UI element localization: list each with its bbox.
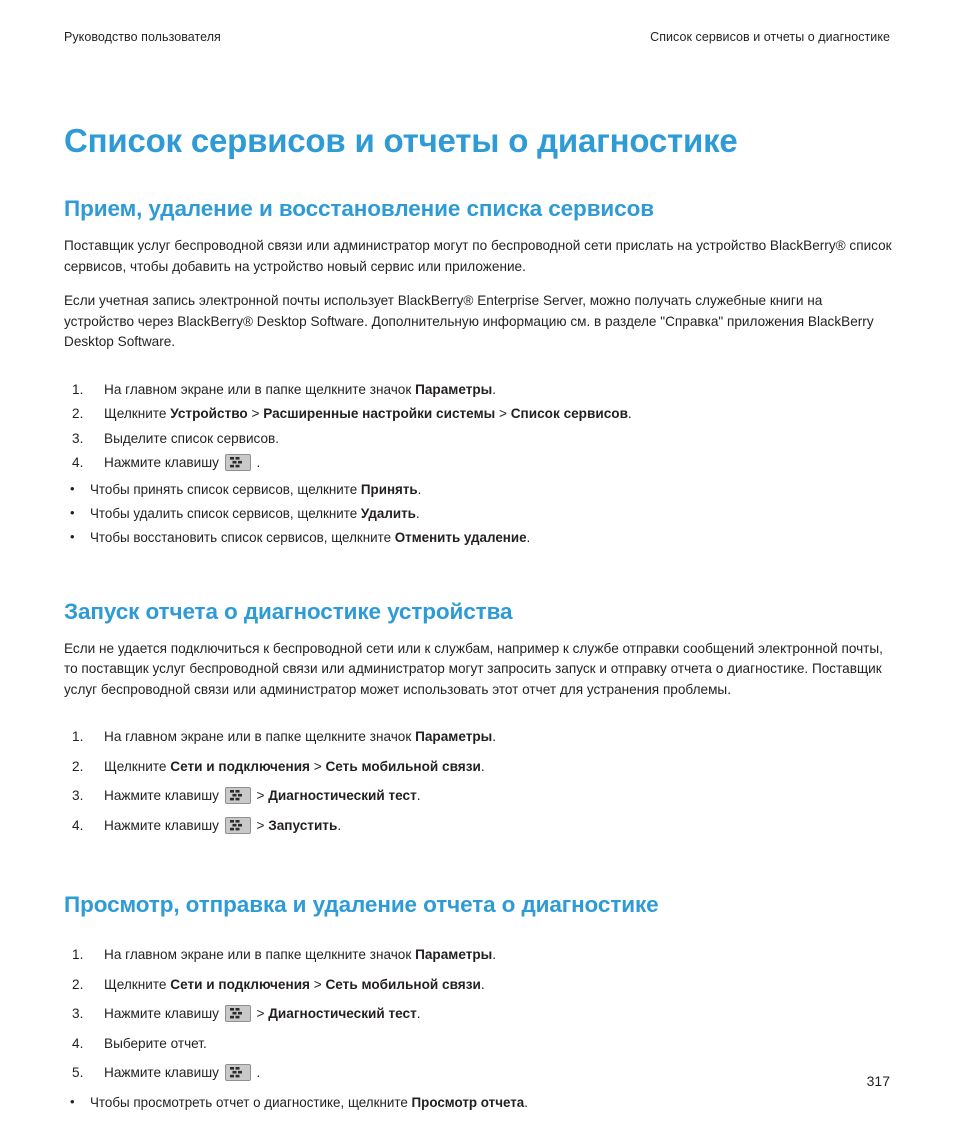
bullet-text: Чтобы восстановить список сервисов, щелкните (90, 529, 395, 545)
step-text: Нажмите клавишу (104, 817, 223, 833)
step-separator: > (309, 976, 326, 992)
bullet-text-tail: . (415, 505, 420, 521)
step-separator: > (309, 758, 326, 774)
step-text-tail: . (416, 1006, 421, 1021)
bullet-item (64, 480, 894, 500)
blackberry-menu-key-icon (225, 817, 251, 834)
bullet-emphasis: Удалить (360, 505, 416, 521)
step-item (64, 816, 894, 837)
step-text-tail: . (480, 758, 485, 774)
step-emphasis: Расширенные настройки системы (263, 406, 496, 421)
step-text-tail: . (480, 976, 485, 992)
step-text-tail: . (252, 455, 261, 470)
step-text: На главном экране или в папке щелкните значок (104, 381, 416, 397)
section-heading-1: Прием, удаление и восстановление списка сервисов (64, 196, 654, 221)
step-text: Нажмите клавишу (104, 1065, 223, 1080)
step-emphasis: Диагностический тест (268, 788, 417, 803)
step-item (64, 757, 894, 778)
step-item (64, 1004, 894, 1025)
step-text: Выделите список сервисов. (104, 430, 280, 446)
step-item (64, 975, 894, 996)
step-item (64, 380, 894, 401)
page-number: 317 (866, 1073, 890, 1089)
section-3-steps (64, 945, 894, 1084)
step-item (64, 453, 894, 474)
step-text-tail: . (337, 817, 342, 833)
step-separator: > (247, 406, 264, 421)
step-text-tail: . (492, 947, 497, 962)
step-text: На главном экране или в папке щелкните значок (104, 729, 416, 744)
step-emphasis: Сеть мобильной связи (325, 976, 481, 992)
step-text: Щелкните (104, 758, 171, 774)
step-emphasis: Диагностический тест (268, 1006, 417, 1021)
section-3-bullets (64, 1093, 894, 1113)
running-head-right: Список сервисов и отчеты о диагностике (650, 30, 890, 44)
bullet-text-tail: . (526, 529, 531, 545)
step-text-tail: . (627, 406, 632, 421)
step-item (64, 945, 894, 966)
step-emphasis: Сети и подключения (170, 976, 310, 992)
step-text-tail: . (492, 381, 497, 397)
step-text: Выберите отчет. (104, 1035, 207, 1051)
running-head-left: Руководство пользователя (64, 30, 221, 44)
page-title: Список сервисов и отчеты о диагностике (64, 122, 738, 159)
bullet-emphasis: Принять (360, 481, 418, 497)
step-item (64, 786, 894, 807)
blackberry-menu-key-icon (225, 1064, 251, 1081)
blackberry-menu-key-icon (225, 787, 251, 804)
step-text: Нажмите клавишу (104, 455, 223, 470)
step-item (64, 404, 894, 425)
bullet-text-tail: . (524, 1094, 528, 1110)
running-head (64, 30, 890, 44)
bullet-text: Чтобы принять список сервисов, щелкните (90, 481, 361, 497)
section-heading-2: Запуск отчета о диагностике устройства (64, 598, 513, 624)
section-1-paragraph-1: Поставщик услуг беспроводной связи или администратор могут по беспроводной сети прислать на устройство BlackBerry® список сервисов, чтобы добавить на устройство новый сервис или приложение. (64, 238, 892, 274)
section-heading-3: Просмотр, отправка и удаление отчета о диагностике (64, 892, 659, 917)
bullet-text: Чтобы удалить список сервисов, щелкните (90, 505, 361, 521)
step-item (64, 1034, 894, 1055)
section-2-steps (64, 727, 894, 836)
step-text: На главном экране или в папке щелкните значок (104, 947, 416, 962)
step-text: Щелкните (104, 406, 171, 421)
spacer (64, 552, 894, 599)
step-emphasis: Параметры (415, 729, 493, 744)
blackberry-menu-key-icon (225, 454, 251, 471)
bullet-item (64, 1093, 894, 1113)
step-separator: > (495, 406, 511, 421)
step-text: Нажмите клавишу (104, 788, 223, 803)
step-emphasis: Сеть мобильной связи (325, 758, 481, 774)
section-2-paragraph-1: Если не удается подключиться к беспроводной сети или к службам, например к службе отправки сообщений электронной почты, то поставщик услуг беспроводной связи или администратор могут запросить запуск и отправку отчета о диагностике. Поставщик услуг беспроводной связи или администратор может использовать этот отчет для устранения проблемы. (64, 640, 883, 697)
step-separator: > (252, 788, 269, 803)
step-emphasis: Устройство (170, 406, 248, 421)
spacer (64, 932, 894, 945)
step-emphasis: Запустить (268, 817, 338, 833)
section-1-steps (64, 380, 894, 474)
bullet-item (64, 528, 894, 548)
step-item (64, 1063, 894, 1084)
bullet-text-tail: . (417, 481, 422, 497)
step-text-tail: . (252, 1065, 261, 1080)
spacer (64, 845, 894, 892)
spacer (64, 714, 894, 727)
step-emphasis: Список сервисов (510, 406, 628, 421)
bullet-text: Чтобы просмотреть отчет о диагностике, щелкните (90, 1094, 412, 1110)
bullet-emphasis: Просмотр отчета (411, 1094, 525, 1110)
step-emphasis: Сети и подключения (170, 758, 310, 774)
step-text-tail: . (416, 788, 421, 803)
step-text: Щелкните (104, 976, 171, 992)
spacer (64, 367, 894, 380)
section-1-bullets (64, 480, 894, 548)
step-item (64, 727, 894, 748)
step-item (64, 429, 894, 450)
step-text-tail: . (492, 729, 497, 744)
step-text: Нажмите клавишу (104, 1006, 223, 1021)
bullet-item (64, 504, 894, 524)
section-1-paragraph-2: Если учетная запись электронной почты использует BlackBerry® Enterprise Server, можно получать служебные книги на устройство через BlackBerry® Desktop Software. Дополнительную информацию см. в разделе "Справка" приложения BlackBerry Desktop Software. (64, 293, 874, 349)
page-content (64, 122, 894, 1117)
step-emphasis: Параметры (415, 947, 493, 962)
step-emphasis: Параметры (415, 381, 493, 397)
bullet-emphasis: Отменить удаление (394, 529, 527, 545)
step-separator: > (252, 1006, 269, 1021)
step-separator: > (252, 817, 269, 833)
blackberry-menu-key-icon (225, 1005, 251, 1022)
